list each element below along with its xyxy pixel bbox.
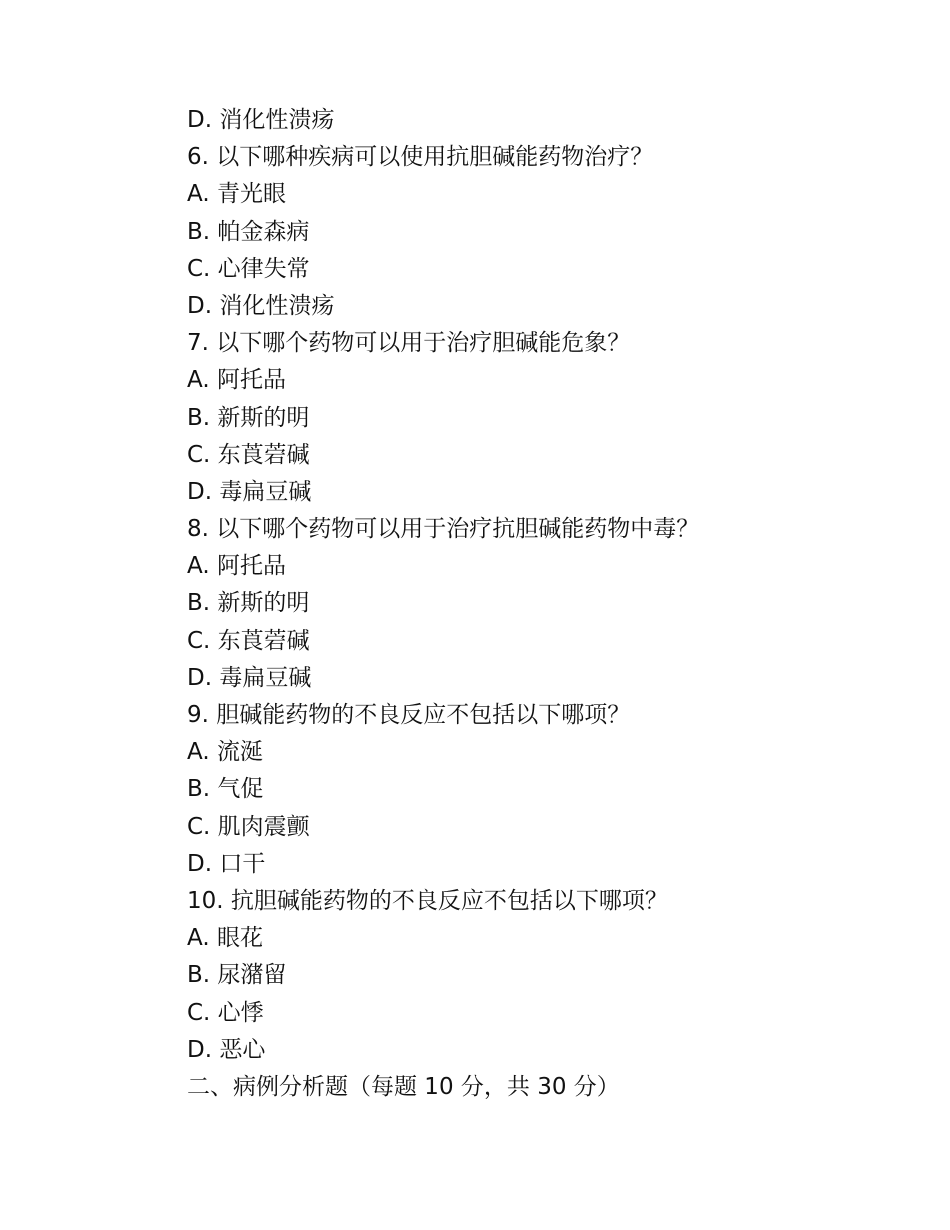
option-10a: A. 眼花 (187, 925, 263, 952)
option-10d: D. 恶心 (187, 1036, 266, 1063)
option-9c: C. 肌肉震颤 (187, 813, 310, 840)
option-8a: A. 阿托品 (187, 553, 286, 580)
question-10: 10. 抗胆碱能药物的不良反应不包括以下哪项？ (187, 887, 668, 914)
option-6d: D. 消化性溃疡 (187, 292, 335, 319)
option-9d: D. 口干 (187, 850, 266, 877)
option-6b: B. 帕金森病 (187, 218, 310, 245)
question-7: 7. 以下哪个药物可以用于治疗胆碱能危象？ (187, 330, 631, 357)
question-9: 9. 胆碱能药物的不良反应不包括以下哪项？ (187, 702, 631, 728)
option-5d: D. 消化性溃疡 (187, 107, 335, 133)
option-7d: D. 毒扁豆碱 (187, 478, 312, 505)
option-7b: B. 新斯的明 (187, 404, 310, 431)
question-8: 8. 以下哪个药物可以用于治疗抗胆碱能药物中毒？ (187, 516, 700, 543)
option-6c: C. 心律失常 (187, 255, 310, 282)
option-9a: A. 流涎 (187, 739, 263, 766)
option-8c: C. 东莨菪碱 (187, 627, 310, 654)
option-10c: C. 心悸 (187, 999, 264, 1026)
option-8b: B. 新斯的明 (187, 590, 310, 617)
option-7a: A. 阿托品 (187, 367, 286, 394)
option-7c: C. 东莨菪碱 (187, 441, 310, 468)
option-8d: D. 毒扁豆碱 (187, 664, 312, 691)
question-list (187, 102, 887, 1106)
section-heading: 二、病例分析题（每题 10 分，共 30 分） (187, 1073, 620, 1100)
option-6a: A. 青光眼 (187, 181, 286, 208)
option-9b: B. 气促 (187, 776, 264, 803)
option-10b: B. 尿潴留 (187, 962, 287, 989)
question-6: 6. 以下哪种疾病可以使用抗胆碱能药物治疗？ (187, 144, 654, 171)
